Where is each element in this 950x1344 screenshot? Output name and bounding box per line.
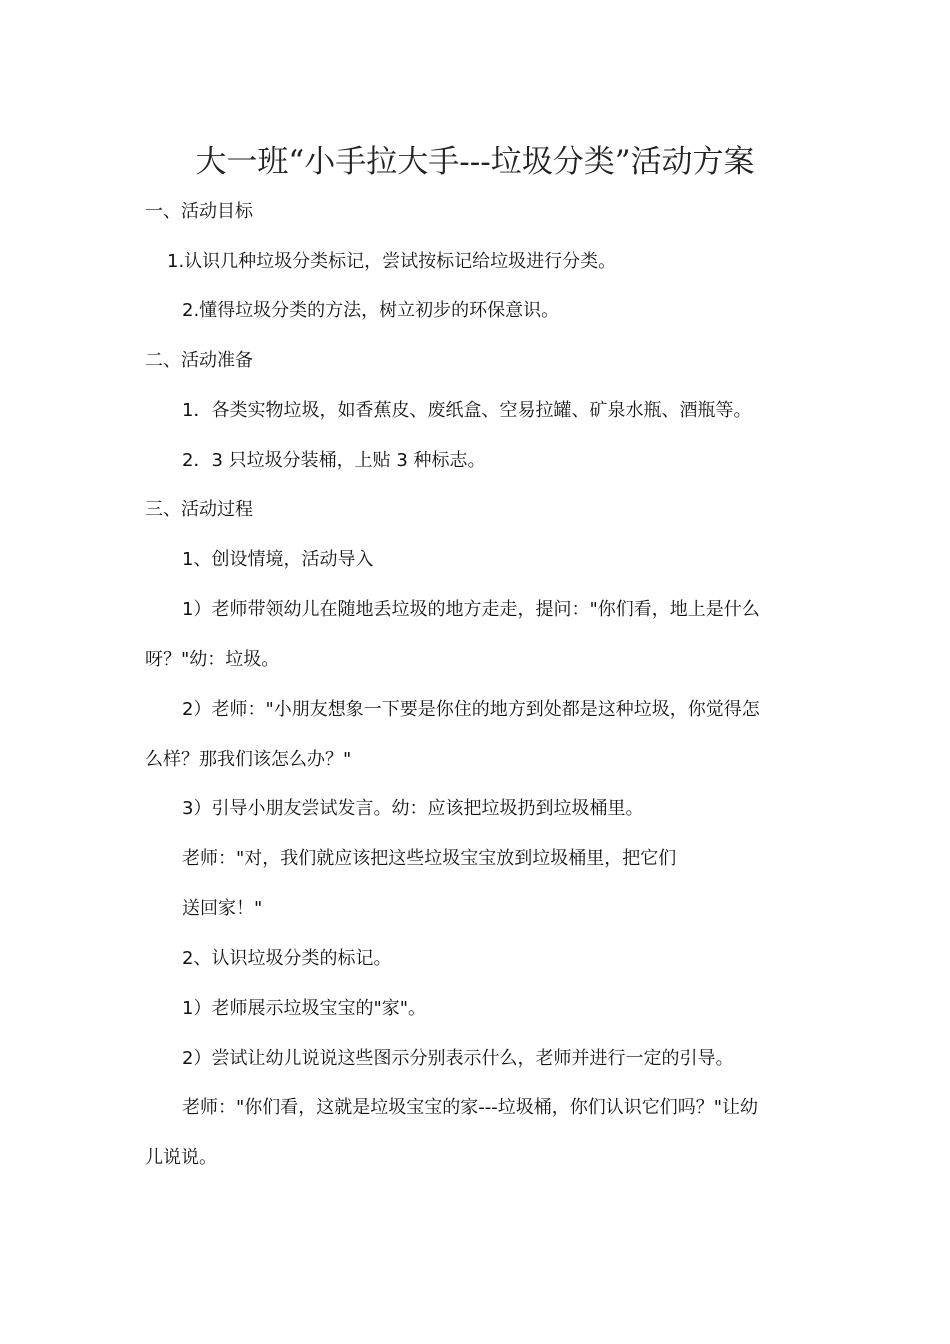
goal-item-2: 2.懂得垃圾分类的方法，树立初步的环保意识。 [182,300,560,321]
paragraph-line: 3）引导小朋友尝试发言。幼：应该把垃圾扔到垃圾桶里。 [182,798,644,819]
paragraph-line: 送回家！" [182,898,263,919]
preparation-item-1: 1．各类实物垃圾，如香蕉皮、废纸盒、空易拉罐、矿泉水瓶、酒瓶等。 [182,400,752,421]
goal-item-1: 1.认识几种垃圾分类标记，尝试按标记给垃圾进行分类。 [167,251,617,272]
paragraph-line: 儿说说。 [145,1147,217,1168]
paragraph-line: 老师："对，我们就应该把这些垃圾宝宝放到垃圾桶里，把它们 [182,848,677,869]
process-step-1: 1、创设情境，活动导入 [182,549,374,570]
paragraph-line: 2）老师："小朋友想象一下要是你住的地方到处都是这种垃圾，你觉得怎 [182,699,760,720]
paragraph-line: 2）尝试让幼儿说说这些图示分别表示什么，老师并进行一定的引导。 [182,1048,734,1069]
paragraph-line: 呀？"幼：垃圾。 [145,649,280,670]
paragraph-line: 老师："你们看，这就是垃圾宝宝的家---垃圾桶，你们认识它们吗？"让幼 [182,1097,759,1118]
section-heading-preparation: 二、活动准备 [145,350,253,371]
paragraph-line: 1）老师展示垃圾宝宝的"家"。 [182,998,427,1019]
preparation-item-2: 2．3 只垃圾分装桶，上贴 3 种标志。 [182,450,486,471]
paragraph-line: 么样？那我们该怎么办？" [145,749,352,770]
section-heading-process: 三、活动过程 [145,499,253,520]
process-step-2: 2、认识垃圾分类的标记。 [182,948,392,969]
paragraph-line: 1）老师带领幼儿在随地丢垃圾的地方走走，提问："你们看，地上是什么 [182,599,760,620]
section-heading-goals: 一、活动目标 [145,201,253,222]
document-title: 大一班“小手拉大手---垃圾分类”活动方案 [195,144,755,180]
